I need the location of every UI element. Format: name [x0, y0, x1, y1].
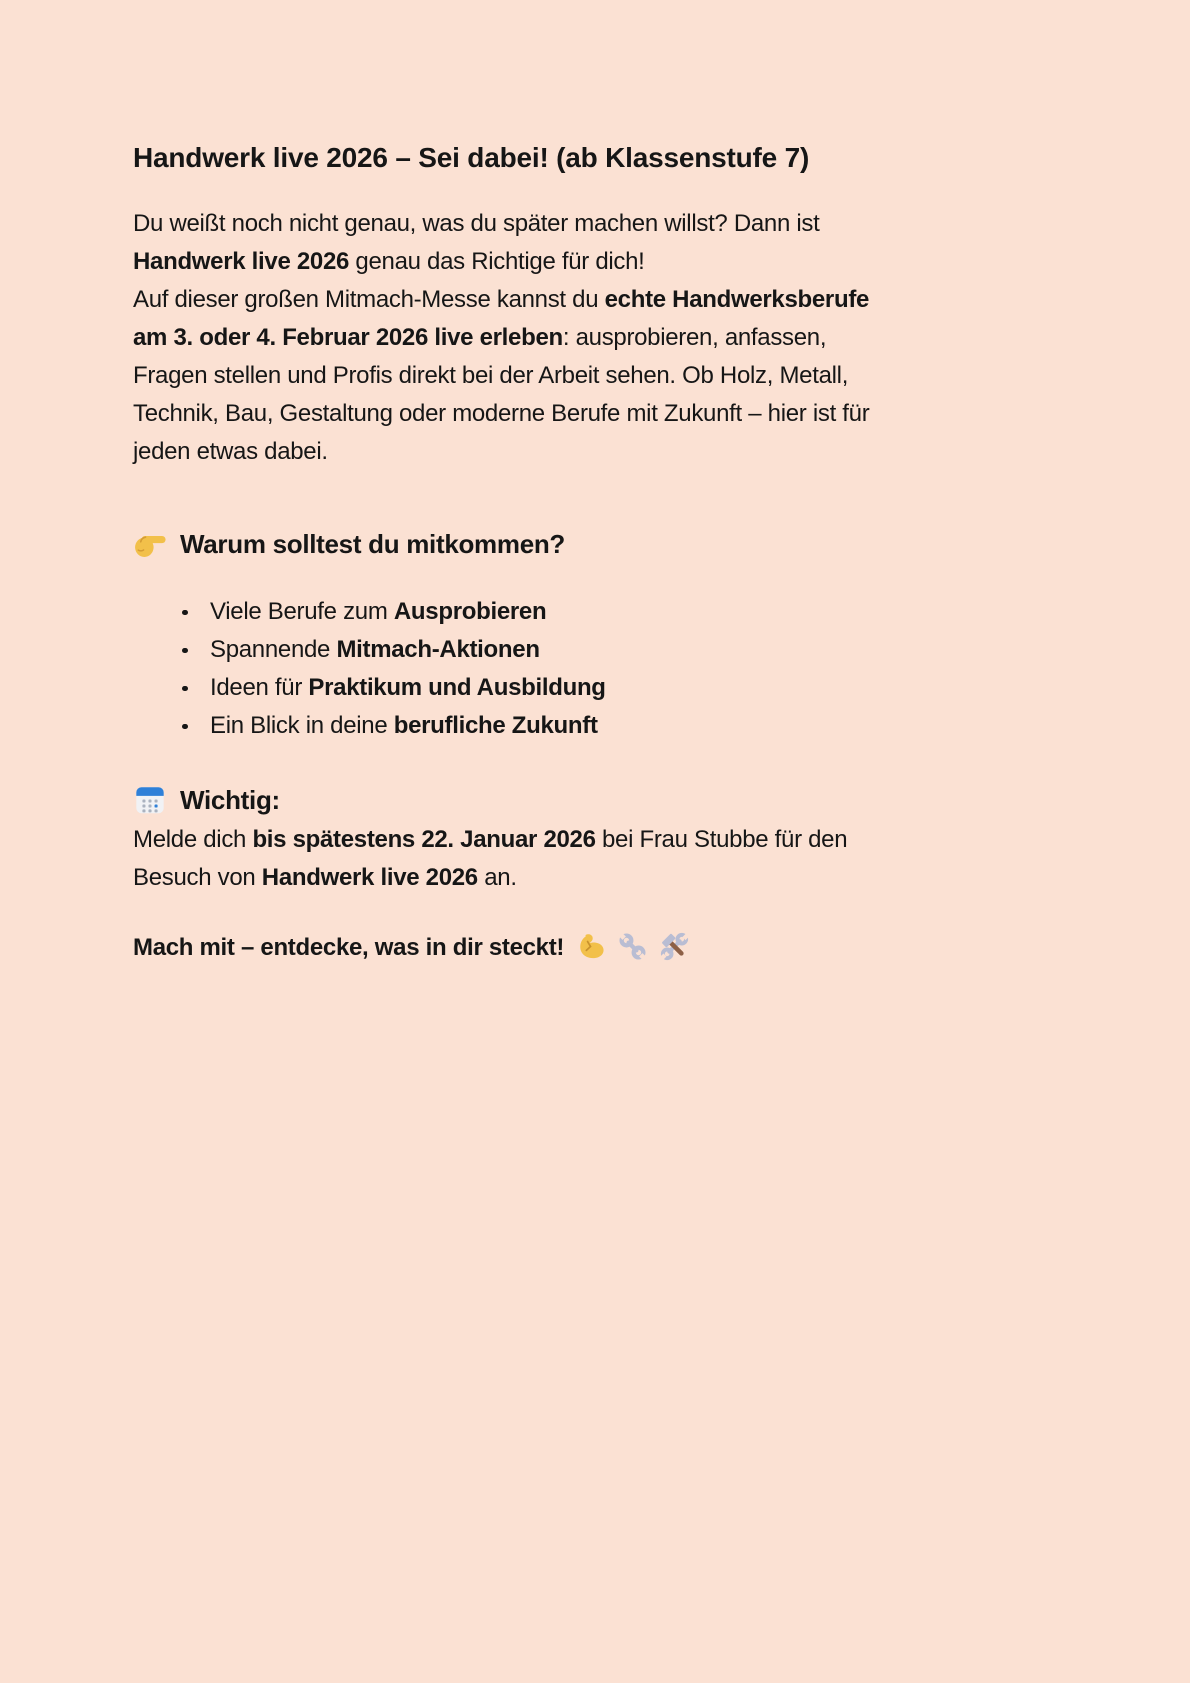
text-run: an.	[477, 864, 517, 891]
text-line	[133, 281, 1050, 319]
list-item-text	[210, 712, 598, 739]
text-run: Fragen stellen und Profis direkt bei der Arbeit sehen. Ob Holz, Metall,	[133, 362, 849, 389]
pointing-right-icon	[133, 527, 167, 561]
text-line	[133, 433, 1050, 471]
list-item	[133, 707, 1050, 745]
bullet-marker	[182, 724, 188, 730]
paragraph	[133, 821, 1050, 897]
heading-text: Wichtig:	[180, 785, 280, 815]
text-run: Du weißt noch nicht genau, was du später machen willst? Dann ist	[133, 210, 820, 237]
text-line	[133, 357, 1050, 395]
page-title: Handwerk live 2026 – Sei dabei! (ab Klassenstufe 7)	[133, 142, 810, 173]
text-run: am 3. oder 4. Februar 2026 live erleben	[133, 324, 563, 351]
text-run: : ausprobieren, anfassen,	[562, 324, 827, 351]
text-run: genau das Richtige für dich!	[349, 248, 645, 275]
text-line	[133, 319, 1050, 357]
text-run: Handwerk live 2026	[261, 864, 478, 891]
text-line	[133, 243, 1050, 281]
section-heading	[133, 527, 1050, 561]
text-run: echte Handwerksberufe	[604, 286, 870, 313]
bullet-list	[133, 593, 1050, 745]
hammer-and-wrench-icon	[659, 931, 690, 974]
list-item	[133, 669, 1050, 707]
text-run: Besuch von	[133, 864, 262, 891]
heading-text: Warum solltest du mitkommen?	[180, 529, 566, 559]
text-line	[133, 205, 1050, 243]
text-run: Mitmach-Aktionen	[336, 636, 540, 663]
text-run: berufliche Zukunft	[393, 712, 598, 739]
calendar-icon	[133, 783, 167, 817]
text-run: Praktikum und Ausbildung	[308, 674, 606, 701]
text-line	[133, 395, 1050, 433]
text-line	[133, 821, 1050, 859]
paragraph	[133, 929, 1050, 974]
list-item-text	[210, 636, 540, 663]
bullet-marker	[182, 686, 188, 692]
text-run: jeden etwas dabei.	[133, 438, 328, 465]
flexed-biceps-icon	[575, 931, 606, 974]
document-body	[133, 205, 1050, 974]
bullet-marker	[182, 610, 188, 616]
text-run: Ausprobieren	[393, 598, 547, 625]
text-line	[133, 929, 1050, 974]
list-item-text	[210, 674, 606, 701]
text-run: Ideen für	[210, 674, 309, 701]
bullet-marker	[182, 648, 188, 654]
text-run: bis spätestens 22. Januar 2026	[252, 826, 596, 853]
list-item	[133, 593, 1050, 631]
text-run: Mach mit – entdecke, was in dir steckt!	[133, 934, 565, 961]
text-run: Melde dich	[133, 826, 253, 853]
list-item	[133, 631, 1050, 669]
text-line	[133, 859, 1050, 897]
wrench-icon	[617, 931, 648, 974]
text-run: Viele Berufe zum	[210, 598, 394, 625]
text-run: Auf dieser großen Mitmach-Messe kannst du	[133, 286, 605, 313]
text-run: Technik, Bau, Gestaltung oder moderne Berufe mit Zukunft – hier ist für	[133, 400, 870, 427]
text-run: Spannende	[210, 636, 337, 663]
text-run: bei Frau Stubbe für den	[595, 826, 848, 853]
paragraph	[133, 205, 1050, 471]
list-item-text	[210, 598, 546, 625]
section-heading	[133, 783, 1050, 817]
text-run: Handwerk live 2026	[133, 248, 350, 275]
text-run: Ein Blick in deine	[210, 712, 394, 739]
